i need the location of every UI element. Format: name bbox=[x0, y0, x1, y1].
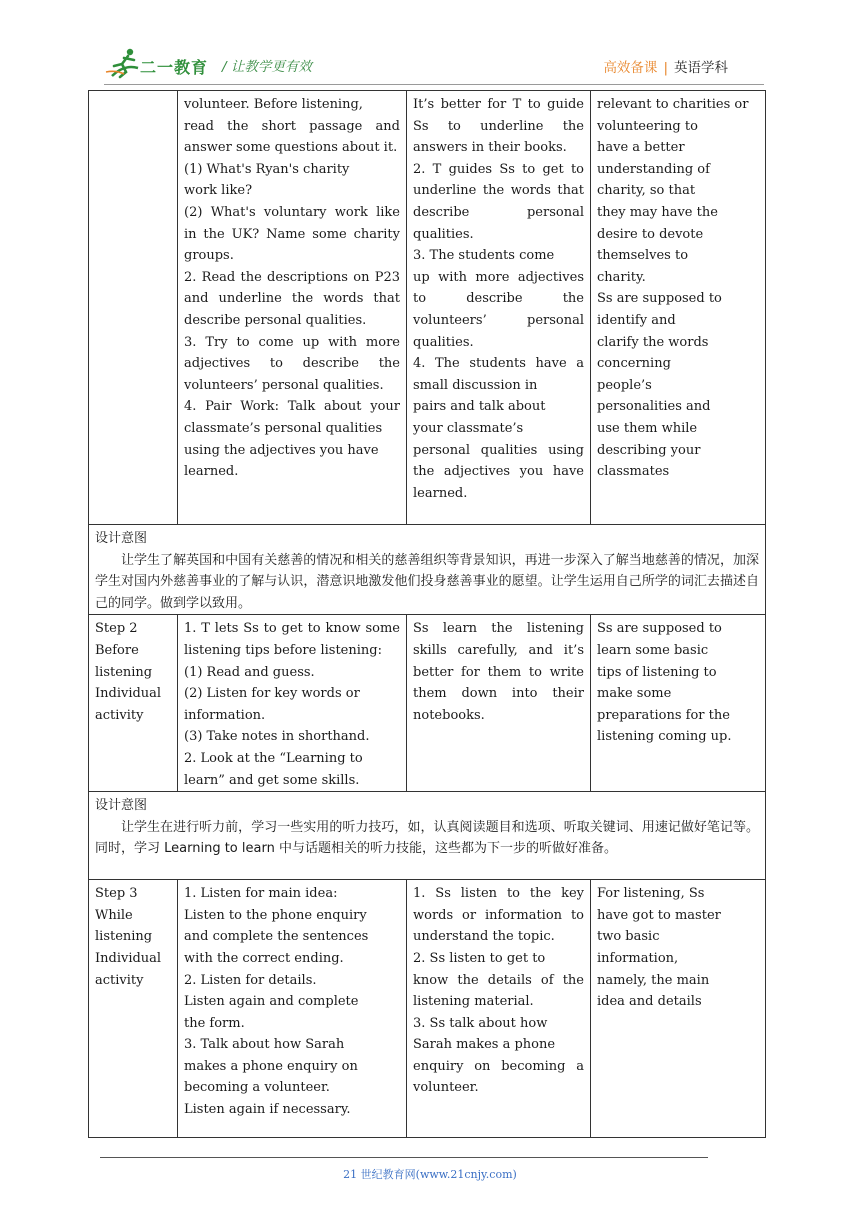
design-intent-cell bbox=[89, 525, 766, 615]
cell-line: Individual bbox=[95, 950, 162, 966]
cell-line: 1. T lets Ss to get to know some listening tips before listening: bbox=[184, 621, 400, 658]
cell-line: have a better bbox=[597, 140, 685, 156]
cell-line: 3. Ss talk about how bbox=[413, 1015, 548, 1031]
cell-line: learned. bbox=[184, 464, 239, 480]
footer-site: 21 世纪教育网(www.21cnjy.com) bbox=[343, 1168, 517, 1181]
cell-line: enquiry on becoming a volunteer. bbox=[413, 1058, 584, 1096]
teacher-activity-cell bbox=[178, 615, 407, 792]
student-activity-cell bbox=[407, 91, 591, 525]
cell-line: 3. Try to come up with more adjectives to describe the volunteers’ personal qualities. bbox=[184, 334, 400, 393]
cell-line: 4. The students have a small discussion in bbox=[413, 356, 584, 393]
cell-line: (1) Read and guess. bbox=[184, 664, 315, 680]
cell-line: listening coming up. bbox=[597, 729, 732, 745]
cell-line: your classmate’s bbox=[413, 420, 524, 436]
header-separator: | bbox=[663, 60, 668, 76]
cell-line: For listening, Ss bbox=[597, 886, 705, 902]
cell-line: 4. Pair Work: Talk about your classmate’s personal qualities bbox=[184, 399, 400, 436]
design-intent-text: 让学生了解英国和中国有关慈善的情况和相关的慈善组织等背景知识，再进一步深入了解当地慈善的情况，加深学生对国内外慈善事业的了解与认识，潜意识地激发他们投身慈善事业的愿望。让学生运用自己所学的词汇去描述自己的同学。做到学以致用。 bbox=[95, 552, 759, 611]
cell-line: idea and details bbox=[597, 994, 702, 1010]
cell-line: preparations for the bbox=[597, 707, 730, 723]
cell-line: volunteer. Before listening, bbox=[184, 97, 363, 112]
cell-line: 2. Ss listen to get to bbox=[413, 950, 546, 966]
cell-line: activity bbox=[95, 972, 144, 988]
design-intent-cell bbox=[89, 792, 766, 880]
student-activity-cell bbox=[407, 880, 591, 1138]
lesson-plan-table bbox=[88, 90, 766, 1138]
cell-line: classmates bbox=[597, 464, 670, 480]
cell-line: learn” and get some skills. bbox=[184, 772, 360, 788]
cell-line: make some bbox=[597, 686, 672, 702]
cell-line: they may have the bbox=[597, 204, 718, 220]
cell-line: know the details of the listening material. bbox=[413, 972, 584, 1010]
cell-line: Before bbox=[95, 642, 139, 658]
cell-line: Ss are supposed to bbox=[597, 291, 722, 307]
cell-line: use them while bbox=[597, 420, 698, 436]
cell-line: listening bbox=[95, 929, 153, 945]
header-label-prep: 高效备课 bbox=[603, 60, 658, 76]
cell-line: information, bbox=[597, 950, 679, 966]
design-intent-row bbox=[89, 792, 766, 880]
cell-line: Step 3 bbox=[95, 886, 138, 902]
step-cell bbox=[89, 615, 178, 792]
footer-divider bbox=[100, 1157, 708, 1158]
cell-line: becoming a volunteer. bbox=[184, 1080, 330, 1096]
cell-line: 1. Ss listen to the key words or information to understand the topic. bbox=[413, 886, 584, 945]
design-intent-row bbox=[89, 525, 766, 615]
cell-line: tips of listening to bbox=[597, 664, 717, 680]
cell-line: identify and bbox=[597, 312, 676, 328]
cell-line: While bbox=[95, 907, 133, 923]
cell-line: It’s better for T to guide Ss to underline the answers in their books. bbox=[413, 97, 584, 156]
cell-line: Individual bbox=[95, 686, 162, 702]
page-header bbox=[0, 0, 860, 92]
cell-line: Sarah makes a phone bbox=[413, 1037, 556, 1053]
table-row bbox=[89, 615, 766, 792]
cell-line: 2. Read the descriptions on P23 and underline the words that describe personal qualities. bbox=[184, 269, 400, 328]
cell-line: makes a phone enquiry on bbox=[184, 1058, 358, 1074]
cell-line: themselves to bbox=[597, 248, 689, 264]
cell-line: have got to master bbox=[597, 907, 721, 923]
table-row bbox=[89, 880, 766, 1138]
cell-line: 2. Listen for details. bbox=[184, 972, 317, 988]
cell-line: relevant to charities or bbox=[597, 97, 749, 112]
cell-line: two basic bbox=[597, 929, 660, 945]
cell-line: Ss are supposed to bbox=[597, 621, 722, 637]
cell-line: charity. bbox=[597, 269, 646, 285]
cell-line: charity, so that bbox=[597, 183, 696, 199]
cell-line: up with more adjectives to describe the volunteers’ personal qualities. bbox=[413, 269, 584, 350]
step-cell bbox=[89, 880, 178, 1138]
cell-line: 2. T guides Ss to get to underline the words that describe personal qualities. bbox=[413, 161, 584, 242]
header-label-subject: 英语学科 bbox=[674, 60, 728, 76]
step-cell bbox=[89, 91, 178, 525]
cell-line: personal qualities using the adjectives you have learned. bbox=[413, 442, 584, 501]
cell-line: using the adjectives you have bbox=[184, 442, 379, 458]
cell-line: pairs and talk about bbox=[413, 399, 546, 415]
cell-line: personalities and bbox=[597, 399, 711, 415]
teacher-activity-cell bbox=[178, 880, 407, 1138]
cell-line: Step 2 bbox=[95, 621, 138, 637]
cell-line: the form. bbox=[184, 1015, 245, 1031]
teacher-activity-cell bbox=[178, 91, 407, 525]
cell-line: describing your bbox=[597, 442, 701, 458]
header-right bbox=[603, 56, 728, 76]
cell-line: 3. The students come bbox=[413, 248, 555, 264]
purpose-cell bbox=[591, 880, 766, 1138]
design-intent-title: 设计意图 bbox=[95, 531, 148, 546]
cell-line: activity bbox=[95, 707, 144, 723]
cell-line: understanding of bbox=[597, 161, 710, 177]
cell-line: concerning bbox=[597, 356, 671, 372]
cell-line: Listen to the phone enquiry bbox=[184, 907, 367, 923]
cell-line: 3. Talk about how Sarah bbox=[184, 1037, 345, 1053]
cell-line: learn some basic bbox=[597, 642, 709, 658]
cell-line: Listen again if necessary. bbox=[184, 1102, 351, 1118]
cell-line: 1. Listen for main idea: bbox=[184, 886, 338, 902]
design-intent-title: 设计意图 bbox=[95, 798, 148, 814]
cell-line: desire to devote bbox=[597, 226, 704, 242]
cell-line: work like? bbox=[184, 183, 253, 199]
cell-line: namely, the main bbox=[597, 972, 710, 988]
cell-line: and complete the sentences bbox=[184, 929, 369, 945]
cell-line: volunteering to bbox=[597, 118, 698, 134]
cell-line: listening bbox=[95, 664, 153, 680]
cell-line: (1) What's Ryan's charity bbox=[184, 161, 350, 177]
cell-line: Listen again and complete bbox=[184, 994, 359, 1010]
cell-line: (3) Take notes in shorthand. bbox=[184, 729, 370, 745]
design-intent-text: 让学生在进行听力前，学习一些实用的听力技巧，如，认真阅读题目和选项、听取关键词、用速记做好笔记等。同时，学习 Learning to learn 中与话题相关的听力技能，这些都为下一步的听做好准备。 bbox=[95, 819, 759, 857]
slogan: / 让教学更有效 bbox=[222, 59, 312, 75]
cell-line: Ss learn the listening skills carefully, and it’s better for them to write them down into their notebooks. bbox=[413, 621, 584, 723]
cell-line: people’s bbox=[597, 377, 652, 393]
cell-line: information. bbox=[184, 707, 266, 723]
student-activity-cell bbox=[407, 615, 591, 792]
brand-name: 二一教育 bbox=[140, 58, 209, 77]
purpose-cell bbox=[591, 91, 766, 525]
cell-line: (2) Listen for key words or bbox=[184, 686, 360, 702]
cell-line: with the correct ending. bbox=[184, 950, 344, 966]
header-divider bbox=[104, 84, 764, 85]
table-row bbox=[89, 91, 766, 525]
cell-line: 2. Look at the “Learning to bbox=[184, 750, 363, 766]
cell-line: (2) What's voluntary work like in the UK? Name some charity groups. bbox=[184, 204, 400, 264]
purpose-cell bbox=[591, 615, 766, 792]
cell-line: clarify the words bbox=[597, 334, 709, 350]
cell-line: read the short passage and answer some questions about it. bbox=[184, 118, 400, 156]
